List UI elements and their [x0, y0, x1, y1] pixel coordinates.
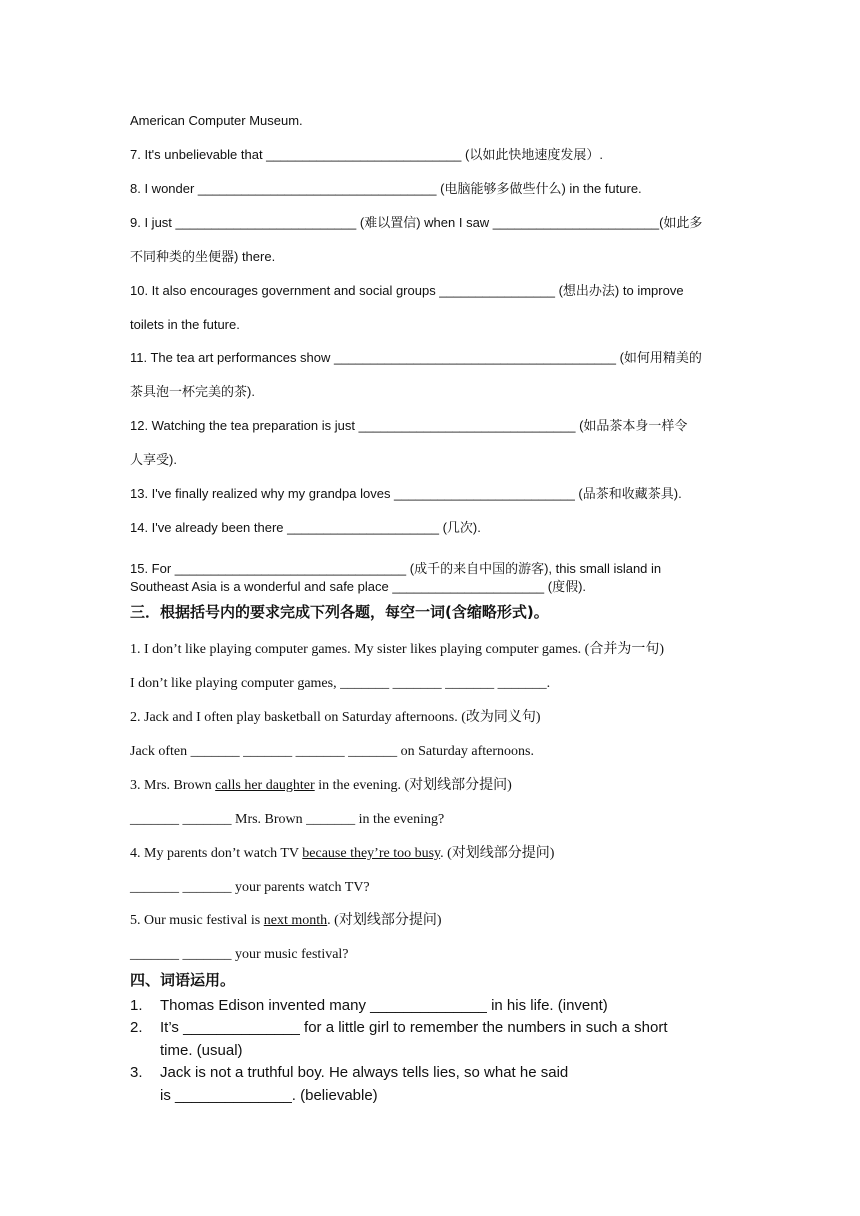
p3-question-4 [130, 846, 554, 862]
q4-text-pre: 4. My parents don’t watch TV [130, 846, 303, 861]
q5-underlined: next month [263, 913, 328, 928]
section-3-heading: 三．根据括号内的要求完成下列各题，每空一词(含缩略形式)。 [130, 603, 549, 621]
p4-item-3-cont: is ______________. (believable) [160, 1087, 378, 1104]
q3-text-pre: 3. Mrs. Brown [130, 778, 216, 793]
q3-text-post: in the evening. (对划线部分提问) [314, 778, 512, 793]
question-15: 15. For ________________________________ (成千的来自中国的游客), this small island in [130, 561, 662, 576]
question-11-cont: 茶具泡一杯完美的茶). [130, 384, 255, 399]
p3-question-1: 1. I don’t like playing computer games. My sister likes playing computer games. (合并为一句) [130, 642, 664, 657]
q3-underlined: calls her daughter [215, 778, 315, 793]
question-11: 11. The tea art performances show _______________________________________ (如何用精美的 [130, 350, 702, 365]
p3-question-3 [130, 778, 512, 794]
p3-question-5 [130, 913, 441, 929]
text-line: American Computer Museum. [130, 113, 303, 128]
question-9-cont: 不同种类的坐便器) there. [130, 249, 276, 264]
p4-item-2-cont: time. (usual) [160, 1042, 243, 1059]
q5-text-post: . (对划线部分提问) [327, 913, 442, 928]
question-12: 12. Watching the tea preparation is just ______________________________ (如品茶本身一样令 [130, 418, 688, 433]
p3-answer-1: I don’t like playing computer games, _______ _______ _______ _______. [130, 676, 551, 691]
p4-item-2-number: 2. [130, 1019, 143, 1036]
p4-item-3-number: 3. [130, 1064, 143, 1081]
question-13: 13. I've finally realized why my grandpa loves _________________________ (品茶和收藏茶具). [130, 486, 682, 501]
p4-item-1-number: 1. [130, 997, 143, 1014]
question-10-cont: toilets in the future. [130, 317, 240, 332]
question-7: 7. It's unbelievable that ___________________________ (以如此快地速度发展）. [130, 147, 603, 162]
question-9: 9. I just _________________________ (难以置信) when I saw _______________________(如此多 [130, 215, 703, 230]
p3-answer-5: _______ _______ your music festival? [130, 947, 349, 962]
p3-answer-4: _______ _______ your parents watch TV? [130, 880, 370, 895]
p4-item-3: Jack is not a truthful boy. He always tells lies, so what he said [160, 1064, 569, 1081]
q4-text-post: . (对划线部分提问) [440, 846, 555, 861]
p3-question-2: 2. Jack and I often play basketball on Saturday afternoons. (改为同义句) [130, 710, 541, 725]
p3-answer-2: Jack often _______ _______ _______ _______ on Saturday afternoons. [130, 744, 534, 759]
q4-underlined: because they’re too busy [302, 846, 441, 861]
question-12-cont: 人享受). [130, 452, 177, 467]
section-4-heading: 四、词语运用。 [130, 971, 236, 989]
question-10: 10. It also encourages government and social groups ________________ (想出办法) to improve [130, 283, 684, 298]
q5-text-pre: 5. Our music festival is [130, 913, 264, 928]
question-14: 14. I've already been there _____________________ (几次). [130, 520, 481, 535]
question-15-cont: Southeast Asia is a wonderful and safe place _____________________ (度假). [130, 579, 587, 594]
p3-answer-3: _______ _______ Mrs. Brown _______ in the evening? [130, 812, 445, 827]
question-8: 8. I wonder _________________________________ (电脑能够多做些什么) in the future. [130, 181, 642, 196]
p4-item-2: It’s ______________ for a little girl to remember the numbers in such a short [160, 1019, 668, 1036]
p4-item-1: Thomas Edison invented many ______________ in his life. (invent) [160, 997, 608, 1014]
